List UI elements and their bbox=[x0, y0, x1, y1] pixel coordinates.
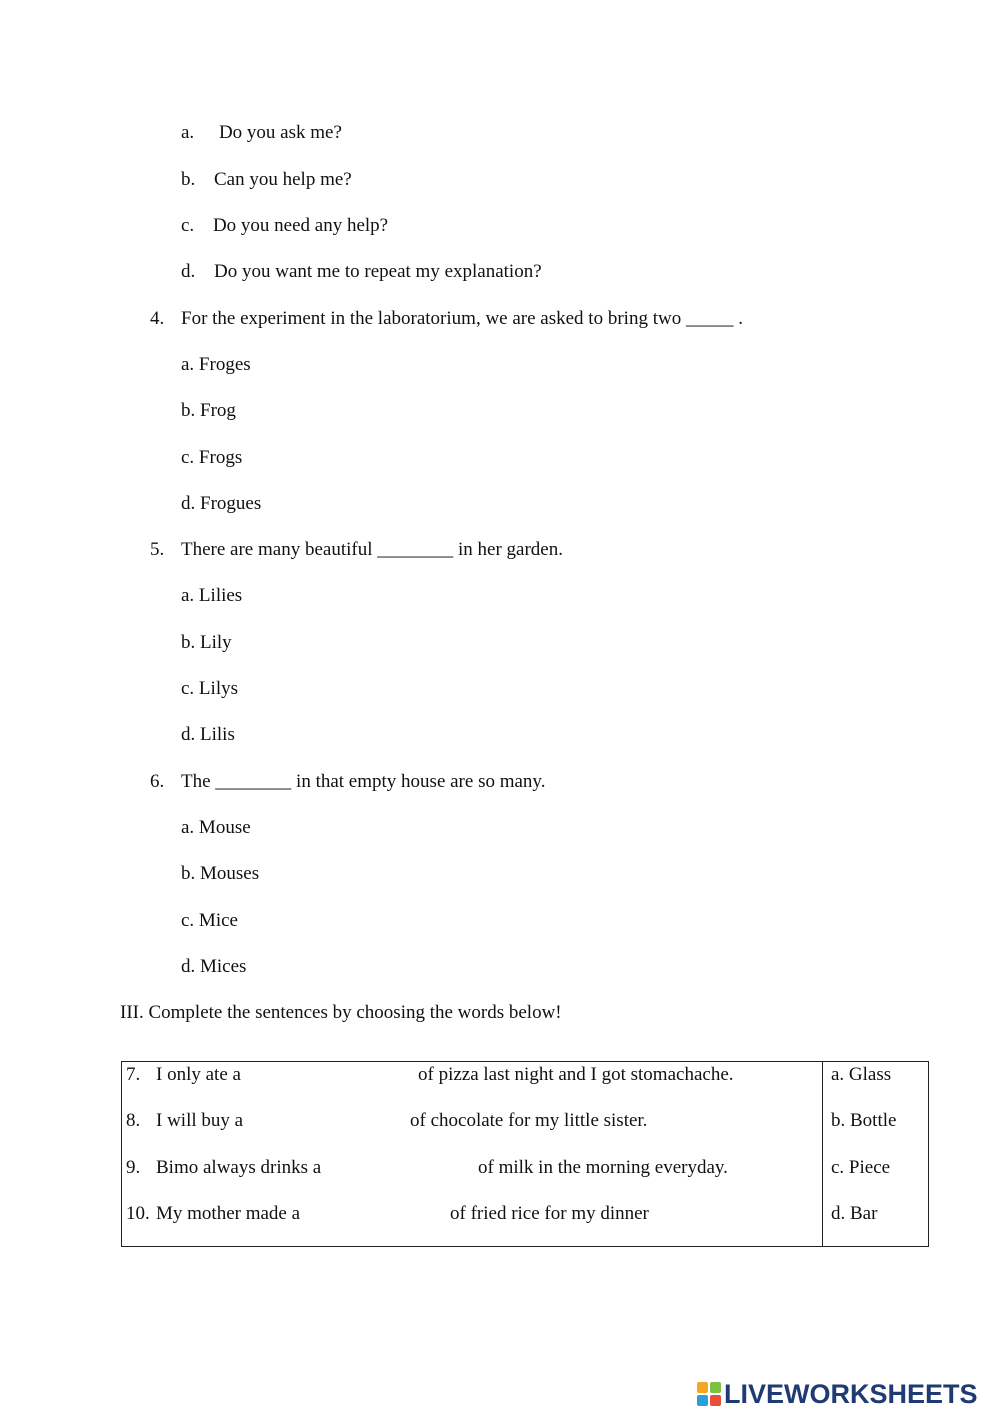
q4-option-d: d. Frogues bbox=[181, 493, 262, 514]
sentence-end: of pizza last night and I got stomachache. bbox=[418, 1064, 734, 1085]
question-number: 5. bbox=[150, 539, 165, 560]
fill-in-table bbox=[121, 1061, 929, 1247]
sentence-start: I will buy a bbox=[156, 1110, 244, 1131]
sentence-end: of milk in the morning everyday. bbox=[478, 1157, 728, 1178]
option-text: Do you want me to repeat my explanation? bbox=[214, 261, 542, 282]
word-choice: a. Glass bbox=[831, 1064, 892, 1085]
option-text: Do you need any help? bbox=[212, 215, 389, 236]
q6-option-a: a. Mouse bbox=[181, 817, 251, 838]
q6-option-d: d. Mices bbox=[181, 956, 247, 977]
row-number: 7. bbox=[126, 1064, 141, 1085]
sentence-start: Bimo always drinks a bbox=[156, 1157, 322, 1178]
brand-name: LIVEWORKSHEETS bbox=[724, 1378, 978, 1409]
row-number: 10. bbox=[126, 1203, 150, 1224]
option-marker: b. bbox=[181, 169, 196, 190]
q6-option-c: c. Mice bbox=[181, 910, 238, 931]
q3-option-a bbox=[181, 121, 342, 145]
question-number: 4. bbox=[150, 308, 165, 329]
option-marker: c. bbox=[181, 215, 195, 236]
q5-option-c: c. Lilys bbox=[181, 678, 238, 699]
q5-option-d: d. Lilis bbox=[181, 724, 235, 745]
table-row bbox=[122, 1156, 928, 1180]
row-number: 8. bbox=[126, 1110, 141, 1131]
liveworksheets-brand bbox=[697, 1377, 978, 1411]
q6-option-b: b. Mouses bbox=[181, 863, 260, 884]
q3-option-d bbox=[181, 260, 542, 284]
q5-option-b: b. Lily bbox=[181, 632, 232, 653]
q4-option-b: b. Frog bbox=[181, 400, 236, 421]
question-number: 6. bbox=[150, 771, 165, 792]
sentence-end: of chocolate for my little sister. bbox=[410, 1110, 648, 1131]
q5-option-a: a. Lilies bbox=[181, 585, 243, 606]
option-text: Do you ask me? bbox=[218, 122, 342, 143]
word-choice: c. Piece bbox=[831, 1157, 891, 1178]
table-row bbox=[122, 1109, 928, 1133]
sentence-end: of fried rice for my dinner bbox=[450, 1203, 649, 1224]
word-choice: b. Bottle bbox=[831, 1110, 897, 1131]
question-text: There are many beautiful ________ in her garden. bbox=[181, 539, 563, 560]
table-row bbox=[122, 1063, 928, 1087]
section-3-title: III. Complete the sentences by choosing the words below! bbox=[120, 1002, 562, 1023]
liveworksheets-logo-icon bbox=[697, 1382, 721, 1406]
option-marker: a. bbox=[181, 122, 195, 143]
q4-option-c: c. Frogs bbox=[181, 447, 243, 468]
row-number: 9. bbox=[126, 1157, 141, 1178]
logo-square bbox=[710, 1382, 721, 1393]
logo-square bbox=[697, 1395, 708, 1406]
question-text: For the experiment in the laboratorium, we are asked to bring two _____ . bbox=[181, 308, 743, 329]
table-row bbox=[122, 1202, 928, 1226]
q3-option-c bbox=[181, 214, 388, 238]
logo-square bbox=[697, 1382, 708, 1393]
word-choice: d. Bar bbox=[831, 1203, 878, 1224]
option-text: Can you help me? bbox=[214, 169, 352, 190]
logo-square bbox=[710, 1395, 721, 1406]
question-text: The ________ in that empty house are so many. bbox=[181, 771, 546, 792]
sentence-start: I only ate a bbox=[156, 1064, 241, 1085]
sentence-start: My mother made a bbox=[156, 1203, 301, 1224]
q3-option-b bbox=[181, 168, 352, 192]
q4-option-a: a. Froges bbox=[181, 354, 251, 375]
option-marker: d. bbox=[181, 261, 196, 282]
